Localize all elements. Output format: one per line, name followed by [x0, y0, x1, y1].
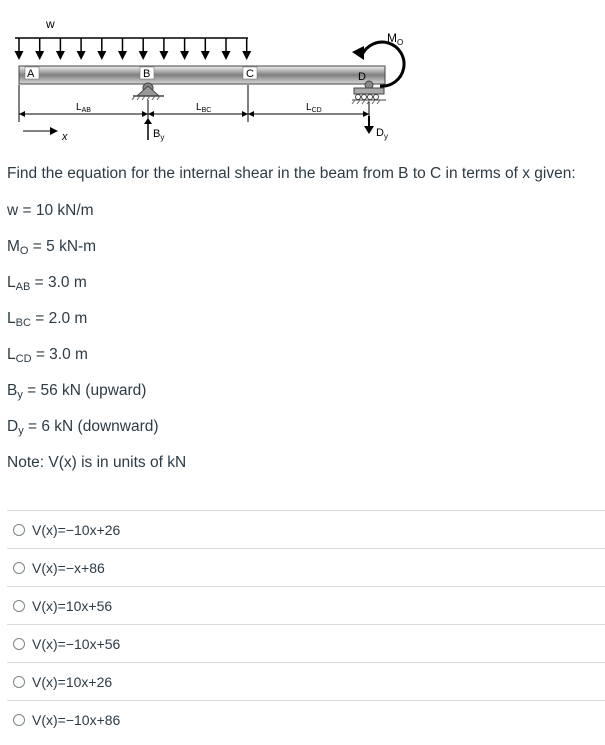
radio-button[interactable] — [13, 638, 25, 650]
given-value: w = 10 kN/m — [7, 202, 94, 219]
answer-option[interactable] — [7, 700, 605, 738]
length-ab-label: $L_{AB}$ — [76, 102, 91, 114]
reaction-by-label: $B_y$ — [153, 128, 165, 142]
given-value: $L_{AB} = 3.0$ m — [7, 274, 87, 293]
length-cd-label: $L_{CD}$ — [306, 102, 322, 114]
load-arrow-head — [159, 51, 168, 60]
x-label: x — [62, 131, 68, 143]
load-arrow-head — [35, 51, 44, 60]
load-arrow-head — [77, 51, 86, 60]
load-arrow-head — [139, 51, 148, 60]
answer-option-label: V(x)=−10x+86 — [32, 711, 121, 728]
reaction-dy-arrow — [364, 116, 374, 134]
dimension-line — [19, 85, 369, 122]
load-arrow-head — [118, 51, 127, 60]
given-value: $B_y = 56$ kN (upward) — [7, 382, 147, 401]
question-text: Find the equation for the internal shear in the beam from B to C in terms of x given: — [7, 165, 576, 182]
point-a-label: A — [27, 68, 35, 80]
pin-support-b — [132, 83, 164, 100]
answer-options — [7, 510, 605, 738]
answer-option-label: V(x)=10x+26 — [32, 673, 113, 690]
radio-button[interactable] — [13, 562, 25, 574]
answer-option-label: V(x)=10x+56 — [32, 597, 113, 614]
answer-option[interactable] — [7, 510, 605, 548]
load-arrow-head — [242, 51, 251, 60]
point-d-label: D — [358, 71, 366, 83]
distributed-load — [15, 38, 252, 60]
given-value: $M_O = 5$ kN-m — [7, 238, 97, 257]
answer-option[interactable] — [7, 624, 605, 662]
answer-option[interactable] — [7, 548, 605, 586]
answer-option[interactable] — [7, 662, 605, 700]
point-b-label: B — [143, 68, 151, 80]
length-bc-label: $L_{BC}$ — [196, 102, 212, 114]
radio-button[interactable] — [13, 676, 25, 688]
answer-option[interactable] — [7, 586, 605, 624]
x-axis-arrow — [23, 127, 58, 135]
load-arrow-head — [15, 51, 24, 60]
load-arrow-head — [180, 51, 189, 60]
point-c-label: C — [246, 68, 254, 80]
answer-option-label: V(x)=−x+86 — [32, 559, 105, 576]
load-label: w — [46, 17, 55, 31]
load-arrow-head — [97, 51, 106, 60]
answer-option-label: V(x)=−10x+26 — [32, 521, 121, 538]
reaction-dy-label: $D_y$ — [376, 127, 388, 141]
given-value: Note: V(x) is in units of kN — [7, 454, 187, 471]
radio-button[interactable] — [13, 600, 25, 612]
load-arrow-head — [222, 51, 231, 60]
moment-label: $M_O$ — [387, 31, 404, 47]
answer-option-label: V(x)=−10x+56 — [32, 635, 121, 652]
beam — [19, 66, 385, 84]
given-value: $D_y = 6$ kN (downward) — [7, 418, 159, 437]
beam-diagram — [0, 0, 605, 155]
radio-button[interactable] — [13, 714, 25, 726]
reaction-by-arrow — [144, 118, 152, 140]
radio-button[interactable] — [13, 524, 25, 536]
given-value: $L_{BC} = 2.0$ m — [7, 310, 88, 329]
load-arrow-head — [201, 51, 210, 60]
load-arrow-head — [56, 51, 65, 60]
given-value: $L_{CD} = 3.0$ m — [7, 346, 88, 365]
